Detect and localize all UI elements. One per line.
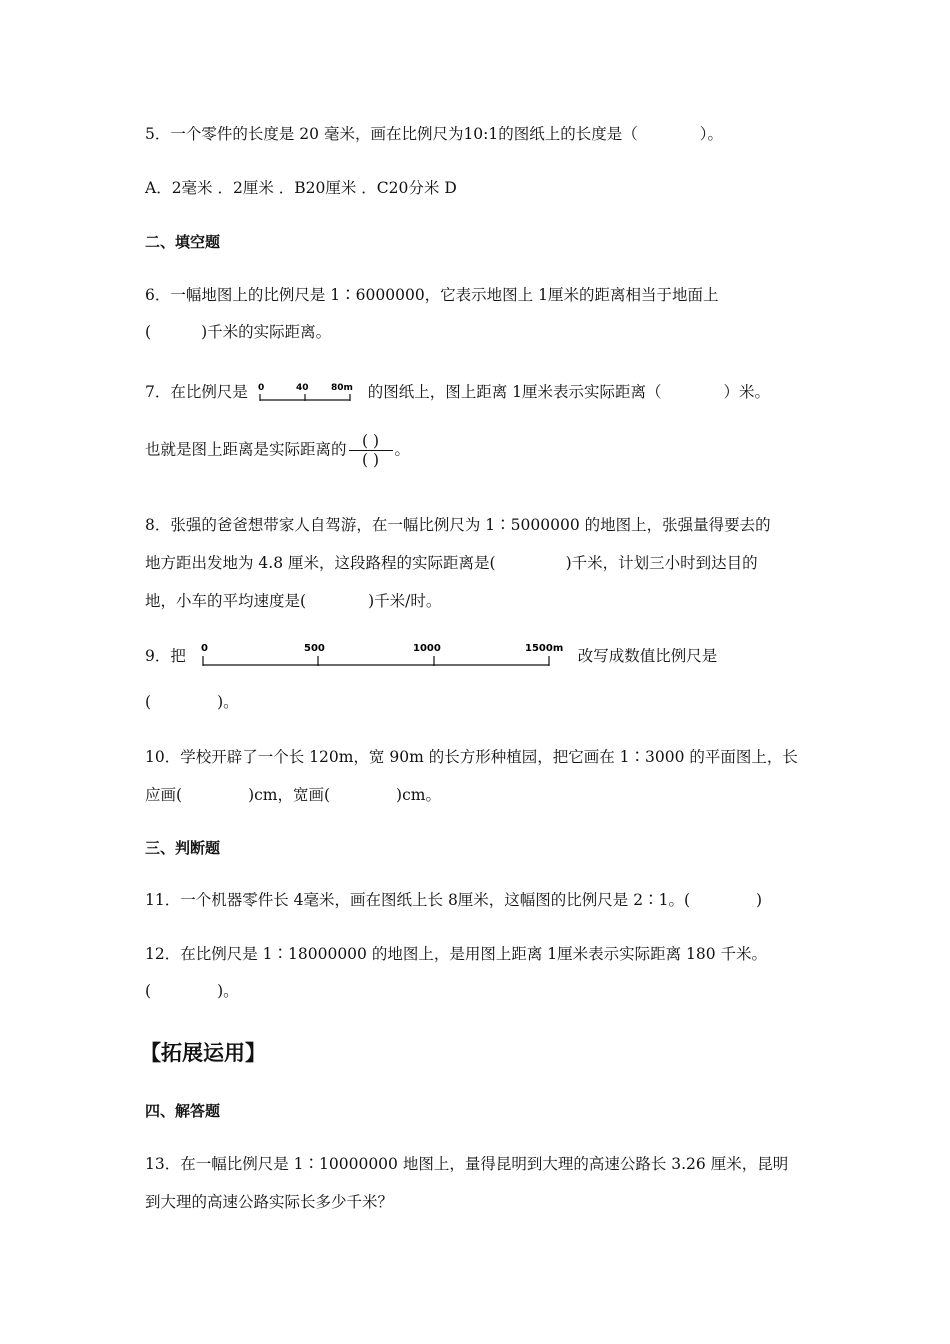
section-title-judgement: 三、判断题 — [145, 839, 221, 857]
question-9: 9．把 0 500 1000 1500m 改写成数值比例尺是 — [145, 641, 717, 671]
question-5: 5．一个零件的长度是 20 毫米，画在比例尺为10:1的图纸上的长度是（ ）。 — [145, 125, 724, 143]
question-8-line2: 地方距出发地为 4.8 厘米，这段路程的实际距离是( )千米，计划三小时到达目的 — [145, 554, 758, 572]
question-11: 11．一个机器零件长 4毫米，画在图纸上长 8厘米，这幅图的比例尺是 2∶1。( ) — [145, 891, 763, 909]
question-7-line2: 也就是图上距离是实际距离的 $\frac{( )}{( )}$ 。 — [145, 432, 411, 469]
section-title-answer: 四、解答题 — [145, 1102, 221, 1120]
question-12-line2: ( )。 — [145, 982, 239, 1000]
scale-label: 0 — [257, 383, 265, 393]
question-13-line2: 到大理的高速公路实际长多少千米？ — [145, 1193, 394, 1211]
question-13: 13．在一幅比例尺是 1∶10000000 地图上，量得昆明到大理的高速公路长 3.26 厘米，昆明 — [145, 1155, 789, 1173]
question-6: 6．一幅地图上的比例尺是 1∶6000000，它表示地图上 1厘米的距离相当于地面上 — [145, 286, 719, 304]
scale-label: 1000 — [412, 643, 441, 654]
question-10-line2: 应画( )cm，宽画( )cm。 — [145, 786, 441, 804]
question-10: 10．学校开辟了一个长 120m，宽 90m 的长方形种植园，把它画在 1∶3000 的平面图上，长 — [145, 748, 798, 766]
line-scale-80m — [253, 380, 363, 406]
question-5-text: 5．一个零件的长度是 20 毫米，画在比例尺为10:1的图纸上的长度是（ — [145, 125, 638, 143]
scale-label: 40 — [295, 383, 309, 393]
question-5-options: A．2毫米 ．2厘米 ．B20厘米 ．C20分米 D — [145, 179, 457, 197]
question-8: 8．张强的爸爸想带家人自驾游，在一幅比例尺为 1∶5000000 的地图上，张强量得要去的 — [145, 516, 771, 534]
line-scale-1500m — [191, 641, 573, 671]
scale-label: 80m — [330, 383, 353, 393]
scale-label: 1500m — [524, 643, 564, 654]
scale-label: 0 — [200, 643, 208, 654]
question-8-line3: 地，小车的平均速度是( )千米/时。 — [145, 592, 442, 610]
question-9-line2: ( )。 — [145, 693, 239, 711]
question-6-line2: ( )千米的实际距离。 — [145, 323, 332, 341]
scale-label: 500 — [303, 643, 325, 654]
fraction-blank[interactable]: $\frac{( )}{( )}$ — [349, 432, 393, 469]
section-title-fill-in: 二、填空题 — [145, 233, 221, 251]
question-12: 12．在比例尺是 1∶18000000 的地图上，是用图上距离 1厘米表示实际距离 180 千米。 — [145, 945, 768, 963]
heading-extended-practice: 【拓展运用】 — [140, 1041, 266, 1065]
question-7: 7．在比例尺是 0 40 80m 的图纸上，图上距离 1厘米表示实际距离（ ）米。 — [145, 380, 770, 406]
